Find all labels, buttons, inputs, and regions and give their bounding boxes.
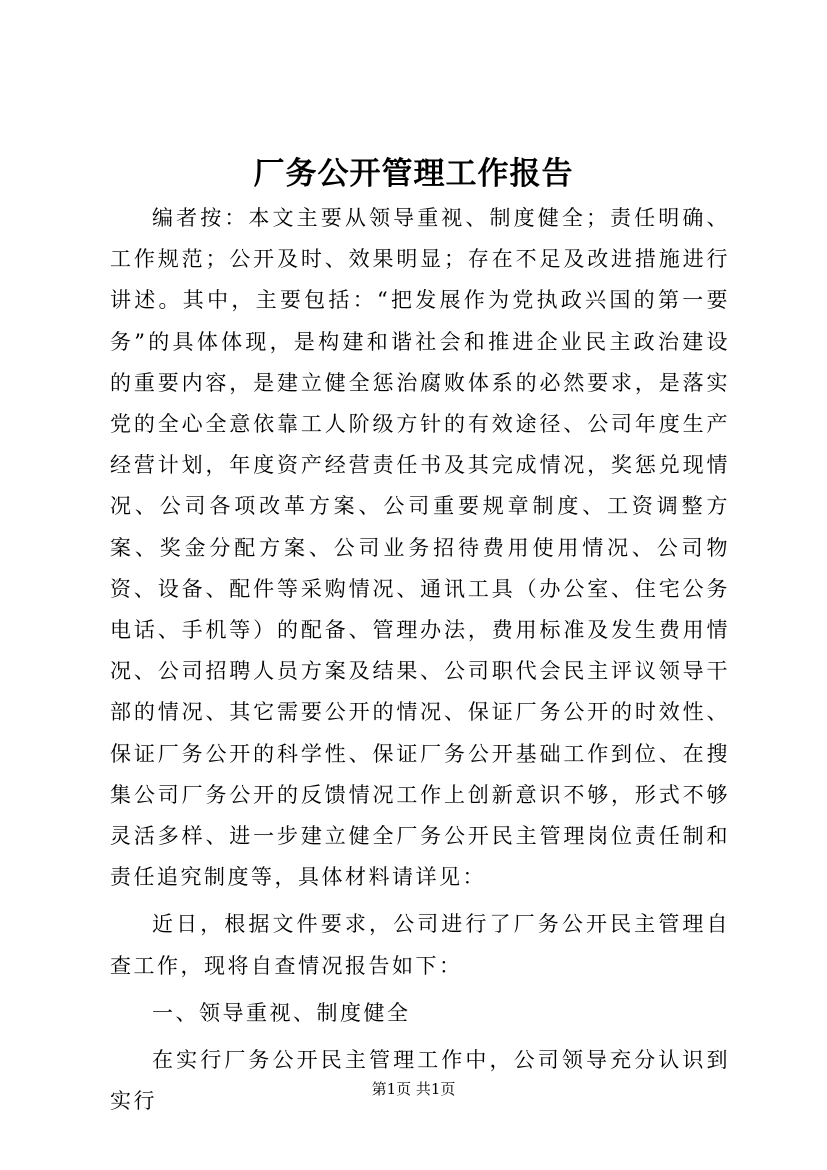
editor-note-paragraph: 编者按：本文主要从领导重视、制度健全；责任明确、工作规范；公开及时、效果明显；存在不足及改进措施进行讲述。其中，主要包括：“把发展作为党执政兴国的第一要务”的具体体现，是构建和谐社会和推进企业民主政治建设的重要内容，是建立健全惩治腐败体系的必然要求，是落实党的全心全意依靠工人阶级方针的有效途径、公司年度生产经营计划，年度资产经营责任书及其完成情况，奖惩兑现情况、公司各项改革方案、公司重要规章制度、工资调整方案、奖金分配方案、公司业务招待费用使用情况、公司物资、设备、配件等采购情况、通讯工具（办公室、住宅公务电话、手机等）的配备、管理办法，费用标准及发生费用情况、公司招聘人员方案及结果、公司职代会民主评议领导干部的情况、其它需要公开的情况、保证厂务公开的时效性、保证厂务公开的科学性、保证厂务公开基础工作到位、在搜集公司厂务公开的反馈情况工作上创新意识不够，形式不够灵活多样、进一步建立健全厂务公开民主管理岗位责任制和责任追究制度等，具体材料请详见： <box>110 206 730 890</box>
document-body <box>110 198 730 1122</box>
page-number-footer: 第1页 共1页 <box>371 1080 456 1098</box>
document-title: 厂务公开管理工作报告 <box>253 156 574 192</box>
section-heading: 一、领导重视、制度健全 <box>152 1000 411 1025</box>
section-paragraph: 在实行厂务公开民主管理工作中，公司领导充分认识到实行 <box>110 1048 730 1114</box>
intro-paragraph: 近日，根据文件要求，公司进行了厂务公开民主管理自查工作，现将自查情况报告如下： <box>110 912 730 978</box>
